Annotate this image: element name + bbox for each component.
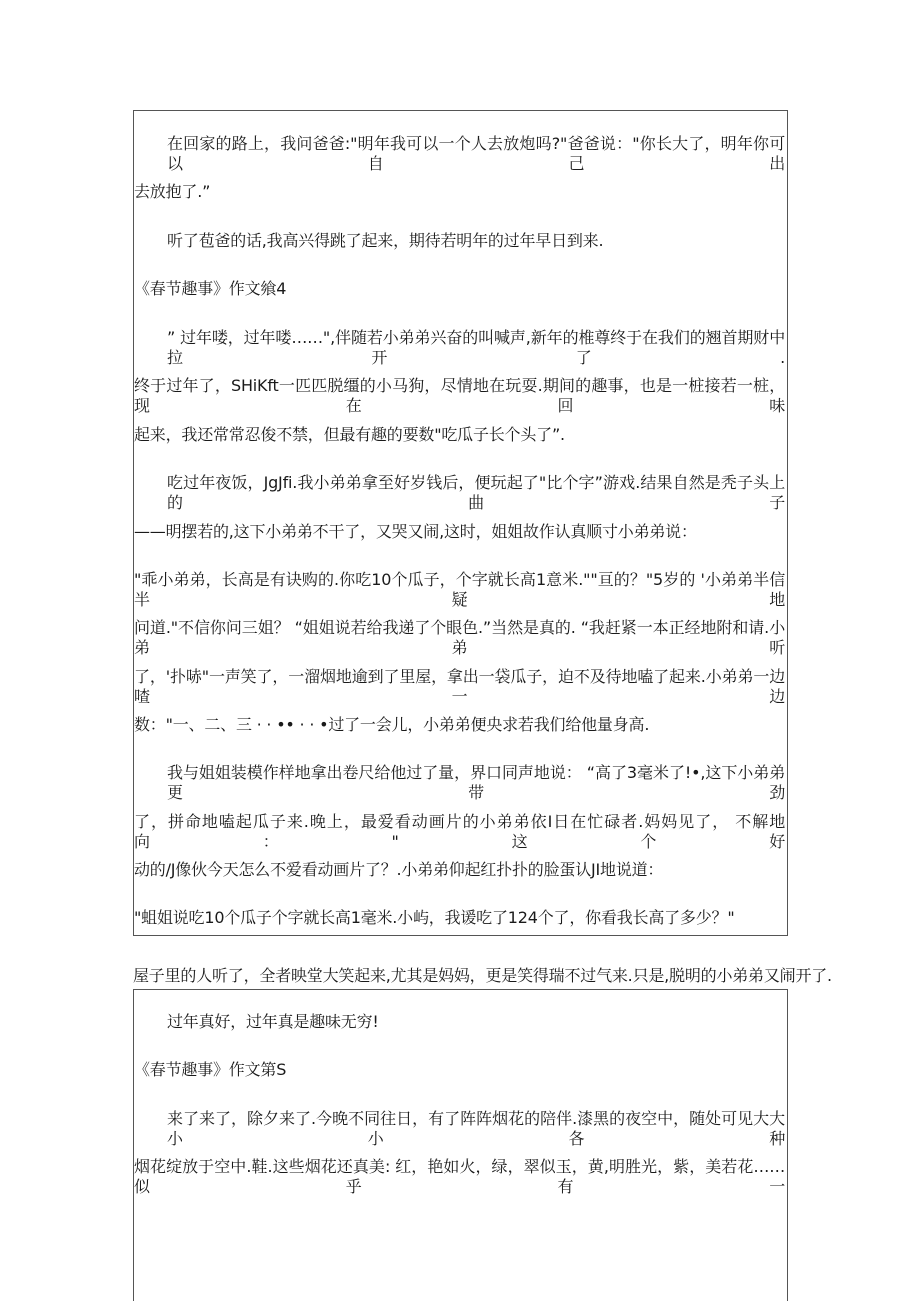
- paragraph-line-between-frames: 屋子里的人听了，全者映堂大笑起来,尤其是妈妈，更是笑得瑞不过气来.只是,脱明的小弟弟又闹开了.: [133, 966, 832, 985]
- paragraph-line: 数："一、二、三 · · •• · · •过了一会儿，小弟弟便央求若我们给他量身高.: [134, 715, 650, 734]
- essay-heading: 《春节趣事》作文飨4: [134, 279, 287, 298]
- text-frame-upper: [133, 110, 788, 936]
- paragraph-line: 动的/J像伙今天怎么不爱看动画片了？.小弟弟仰起红扑扑的脸蛋认JI地说道：: [134, 860, 664, 879]
- paragraph-line: 起来，我还常常忍俊不禁，但最有趣的要数"吃瓜子长个头了”.: [134, 425, 565, 444]
- paragraph-line: ” 过年喽，过年喽……",伴随若小弟弟兴奋的叫喊声,新年的椎尊终于在我们的翘首期财中拉开了.: [167, 328, 785, 367]
- paragraph-line: 在回家的路上，我问爸爸:"明年我可以一个人去放炮吗?"爸爸说："你长大了，明年你可以自己出: [167, 134, 785, 173]
- paragraph-line: 了，拼命地嗑起瓜子来.晚上，最爱看动画片的小弟弟依I日在忙碌者.妈妈见了， 不解地向："这个好: [134, 812, 785, 851]
- paragraph-line: 问道."不信你问三姐？ “姐姐说若给我递了个眼色.”当然是真的. “我赶紧一本正经地附和请.小弟弟听: [134, 618, 785, 657]
- paragraph-line: "蛆姐说吃10个瓜子个字就长高1毫米.小屿，我谖吃了124个了，你看我长高了多少？": [134, 908, 735, 927]
- paragraph-line: 了，'扑哧"一声笑了，一溜烟地逾到了里屋，拿出一袋瓜子，迫不及待地嗑了起来.小弟弟一边喳一边: [134, 667, 785, 706]
- text-frame-lower: [133, 989, 788, 1301]
- paragraph-line: 来了来了，除夕来了.今晚不同往日，有了阵阵烟花的陪伴.漆黑的夜空中，随处可见大大小小各种: [167, 1109, 785, 1148]
- paragraph-line: 烟花绽放于空中.鞋.这些烟花还真美: 红，艳如火，绿，翠似玉，黄,明胜光，紫，美若花……似乎有一: [134, 1157, 785, 1196]
- paragraph-line: 听了苞爸的话,我高兴得跳了起来，期待若明年的过年早日到来.: [167, 231, 604, 250]
- paragraph-line: "乖小弟弟，长高是有诀购的.你吃10个瓜子，个字就长高1意米.""亘的？"5岁的 '小弟弟半信半疑地: [134, 570, 785, 609]
- paragraph-line: 吃过年夜饭，JgJfi.我小弟弟拿至好岁钱后，便玩起了"比个字”游戏.结果自然是秃子头上的曲子: [167, 473, 785, 512]
- paragraph-line: 我与姐姐装模作样地拿出卷尺给他过了量，界口同声地说： “高了3毫米了!•,这下小弟弟更带劲: [167, 763, 785, 802]
- paragraph-line: 终于过年了，SHiKft一匹匹脱缰的小马狗，尽情地在玩耍.期间的趣事，也是一桩接若一桩，现在回味: [134, 376, 785, 415]
- paragraph-line: 去放抱了.”: [134, 182, 211, 201]
- essay-heading: 《春节趣事》作文第S: [134, 1060, 287, 1079]
- paragraph-line: ——明摆若的,这下小弟弟不干了，又哭又闹,这时，姐姐故作认真顺寸小弟弟说：: [134, 522, 697, 541]
- paragraph-line: 过年真好，过年真是趣味无穷!: [167, 1012, 379, 1031]
